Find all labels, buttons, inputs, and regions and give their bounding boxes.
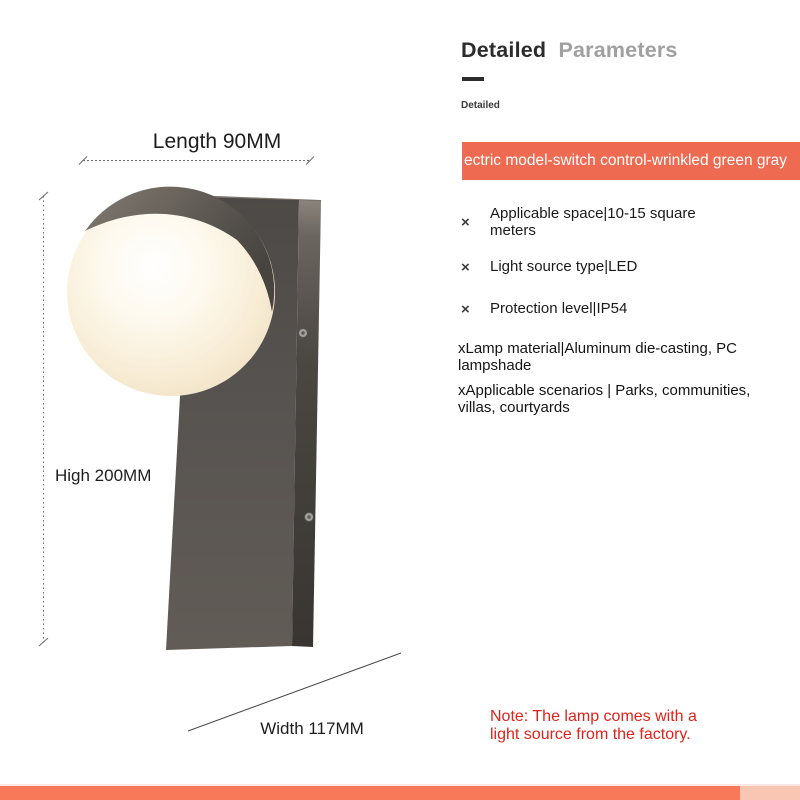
spec-text: Protection level|IP54	[490, 300, 628, 318]
spec-row-applicable-space	[461, 206, 715, 239]
spec-row-protection-level	[461, 301, 715, 318]
factory-note: Note: The lamp comes with a light source from the factory.	[490, 708, 697, 743]
bottom-bar-end-segment	[740, 786, 800, 800]
length-dimension-label: Length 90MM	[152, 130, 282, 153]
spec-text: Applicable space|10-15 square meters	[490, 205, 696, 239]
bottom-bar-main-segment	[0, 786, 740, 800]
x-bullet-icon: ×	[461, 301, 470, 318]
x-bullet-icon: ×	[461, 259, 470, 276]
screw-top	[299, 329, 308, 338]
spec-row-light-source	[461, 259, 715, 276]
model-banner-text: ectric model-switch control-wrinkled green gray	[464, 152, 788, 169]
panel-title-secondary: Parameters	[558, 38, 678, 62]
title-underline-dash	[462, 77, 484, 81]
width-dimension-label: Width 117MM	[260, 719, 364, 738]
height-dimension-line	[39, 192, 48, 646]
screw-bottom	[305, 513, 314, 522]
model-banner	[462, 142, 800, 180]
panel-title-primary: Detailed	[461, 38, 547, 62]
height-dimension-label: High 200MM	[55, 466, 152, 485]
lamp-material-paragraph: xLamp material|Aluminum die-casting, PC lampshade	[458, 340, 738, 374]
spec-text: Light source type|LED	[490, 258, 638, 276]
panel-title	[461, 38, 678, 63]
applicable-scenarios-paragraph: xApplicable scenarios | Parks, communities, villas, courtyards	[458, 382, 751, 416]
bottom-accent-bar	[0, 786, 800, 800]
length-dimension-line	[79, 157, 314, 165]
panel-subtitle: Detailed	[461, 100, 500, 111]
x-bullet-icon: ×	[461, 214, 470, 231]
